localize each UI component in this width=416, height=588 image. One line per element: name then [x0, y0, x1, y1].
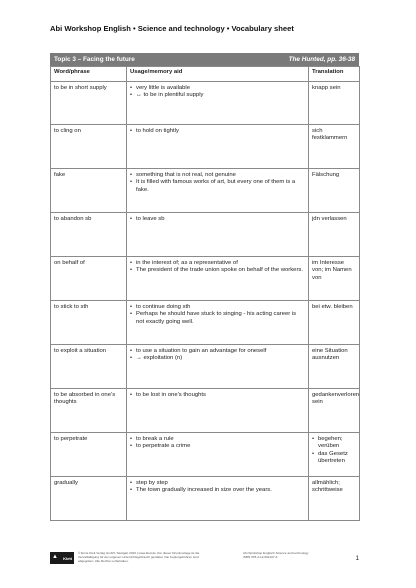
copyright-notice: © Ernst Klett Verlag GmbH, Stuttgart 2016 | www.klett.de Von dieser Druckvorlage ist die Vervielfältigung für den eigenen Unterrichtsgebrauch gestattet. Die Kopiergebühren sind abgegolten. Alle Rechte vorbehalten.: [78, 551, 200, 564]
translation-cell: Fälschung: [309, 169, 360, 213]
translation-cell: eine Situation ausnutzen: [309, 345, 360, 389]
usage-item: • → exploitation (n): [130, 355, 305, 362]
translation-cell: jdn verlassen: [309, 213, 360, 257]
usage-cell: [127, 389, 309, 433]
logo-text: Klett: [63, 556, 72, 561]
topic-label: Topic 3 – Facing the future: [54, 56, 135, 63]
usage-item: • to perpetrate a crime: [130, 443, 305, 450]
table-row: [51, 257, 360, 301]
word-cell: to be in short supply: [51, 82, 127, 125]
topic-bar: [50, 53, 359, 66]
table-row: [51, 82, 360, 125]
word-cell: to perpetrate: [51, 433, 127, 477]
word-cell: to be absorbed in one’s thoughts: [51, 389, 127, 433]
usage-item: • step by step: [130, 480, 305, 487]
usage-cell: [127, 169, 309, 213]
usage-item: • something that is not real, not genuine: [130, 172, 305, 179]
logo-icon: ▲: [52, 554, 58, 560]
table-row: [51, 213, 360, 257]
usage-item: • The town gradually increased in size over the years.: [130, 487, 305, 494]
column-header-usage: Usage/memory aid: [127, 67, 309, 82]
table-row: [51, 477, 360, 521]
usage-cell: [127, 257, 309, 301]
usage-cell: [127, 213, 309, 257]
usage-item: • Perhaps he should have stuck to singing - his acting career is not exactly going well.: [130, 311, 305, 326]
column-header-word: Word/phrase: [51, 67, 127, 82]
usage-cell: [127, 345, 309, 389]
page-number: 1: [355, 555, 359, 562]
usage-item: • to use a situation to gain an advantage for oneself: [130, 348, 305, 355]
usage-cell: [127, 301, 309, 345]
usage-item: • to be lost in one’s thoughts: [130, 392, 305, 399]
translation-cell: knapp sein: [309, 82, 360, 125]
table-row: [51, 169, 360, 213]
translation-cell: sich festklammern: [309, 125, 360, 169]
table-row: [51, 125, 360, 169]
translation-cell: allmählich; schrittweise: [309, 477, 360, 521]
usage-item: • to break a rule: [130, 436, 305, 443]
table-row: [51, 345, 360, 389]
usage-item: • ↔ to be in plentiful supply: [130, 92, 305, 99]
topic-source: The Hunted, pp. 36-38: [288, 56, 355, 63]
table-row: [51, 301, 360, 345]
usage-cell: [127, 477, 309, 521]
word-cell: to stick to sth: [51, 301, 127, 345]
word-cell: gradually: [51, 477, 127, 521]
usage-item: • in the interest of; as a representative of: [130, 260, 305, 267]
translation-cell: gedankenverloren sein: [309, 389, 360, 433]
translation-cell: bei etw. bleiben: [309, 301, 360, 345]
vocabulary-table: [50, 66, 360, 521]
usage-cell: [127, 125, 309, 169]
sheet-title: Abi Workshop English • Science and technology • Vocabulary sheet: [50, 24, 294, 33]
usage-cell: [127, 82, 309, 125]
book-info: Abi Workshop Englisch Science and technology ISBN 978-3-12-601107-6: [243, 551, 309, 560]
table-header-row: [51, 67, 360, 82]
usage-item: • to continue doing sth: [130, 304, 305, 311]
usage-cell: [127, 433, 309, 477]
word-cell: to cling on: [51, 125, 127, 169]
word-cell: fake: [51, 169, 127, 213]
table-row: [51, 433, 360, 477]
translation-item: • das Gesetz übertreten: [312, 451, 356, 466]
usage-item: • The president of the trade union spoke on behalf of the workers.: [130, 267, 305, 274]
table-row: [51, 389, 360, 433]
word-cell: to exploit a situation: [51, 345, 127, 389]
page-footer: [50, 547, 359, 569]
word-cell: on behalf of: [51, 257, 127, 301]
usage-item: • very little is available: [130, 85, 305, 92]
usage-item: • to hold on tightly: [130, 128, 305, 135]
column-header-translation: Translation: [309, 67, 360, 82]
publisher-logo: [50, 552, 74, 564]
usage-item: • It is filled with famous works of art, but every one of them is a fake.: [130, 179, 305, 194]
translation-cell: im Interesse von; im Namen von: [309, 257, 360, 301]
usage-item: • to leave sb: [130, 216, 305, 223]
word-cell: to abandon sb: [51, 213, 127, 257]
translation-item: • begehen; verüben: [312, 436, 356, 451]
translation-cell: [309, 433, 360, 477]
